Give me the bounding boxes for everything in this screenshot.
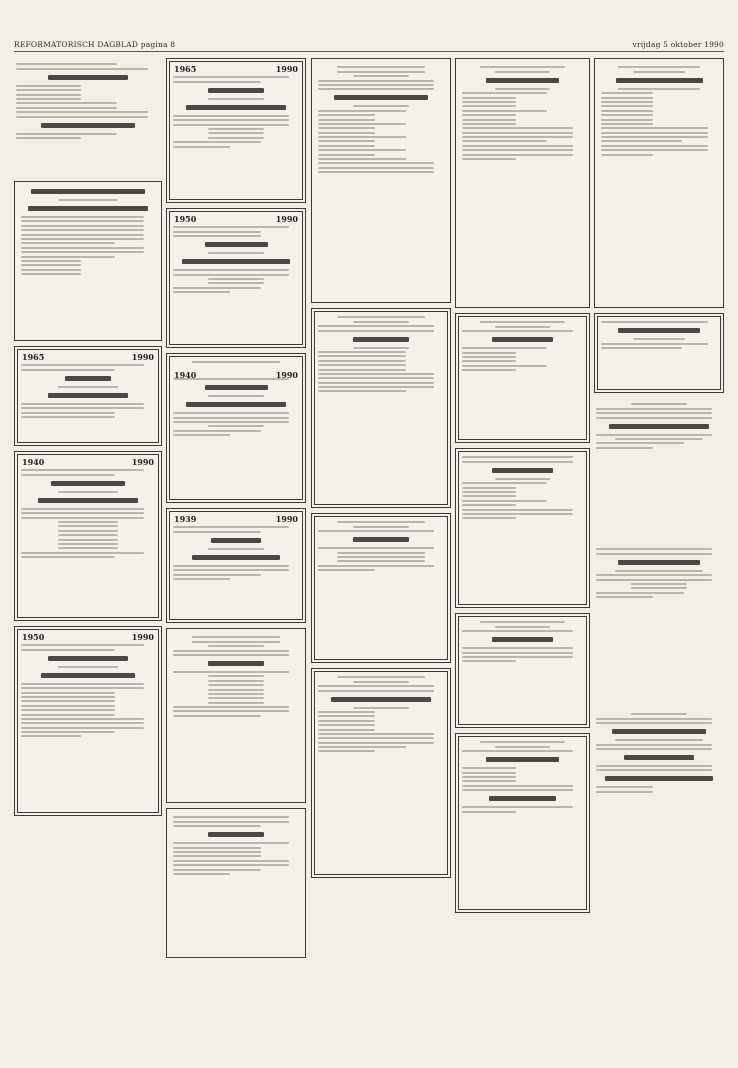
header-rule: [14, 51, 724, 52]
column-4: [455, 58, 590, 1050]
announcement: 1965 1990: [166, 58, 306, 203]
announcement: [14, 58, 162, 176]
newspaper-title: REFORMATORISCH DAGBLAD pagina 8: [14, 40, 176, 49]
column-1: [14, 58, 162, 1050]
announcement: [455, 313, 590, 443]
announcement: 1940 1990: [166, 353, 306, 503]
announcement: 1965 1990: [14, 346, 162, 446]
announcement: [455, 613, 590, 728]
issue-date: vrijdag 5 oktober 1990: [632, 40, 724, 49]
page-header: [14, 37, 724, 49]
announcement: [594, 398, 724, 538]
announcement: [455, 58, 590, 308]
announcement: 1950 1990: [166, 208, 306, 348]
announcement: [311, 513, 451, 663]
announcement: [594, 58, 724, 308]
announcement: [311, 58, 451, 303]
announcement: [166, 628, 306, 803]
column-5: [594, 58, 724, 1050]
announcement: 1950 1990: [14, 626, 162, 816]
announcement: 1939 1990: [166, 508, 306, 623]
page-footer: [14, 1054, 724, 1062]
announcement: [455, 733, 590, 913]
announcement: [594, 543, 724, 703]
announcement: [594, 708, 724, 908]
announcement: [166, 808, 306, 958]
announcement: [311, 668, 451, 878]
announcement: [311, 308, 451, 508]
column-2: [166, 58, 306, 1050]
announcement: 1940 1990: [14, 451, 162, 621]
announcement: [14, 181, 162, 341]
announcement: [594, 313, 724, 393]
column-3: [311, 58, 451, 1050]
announcement: [455, 448, 590, 608]
